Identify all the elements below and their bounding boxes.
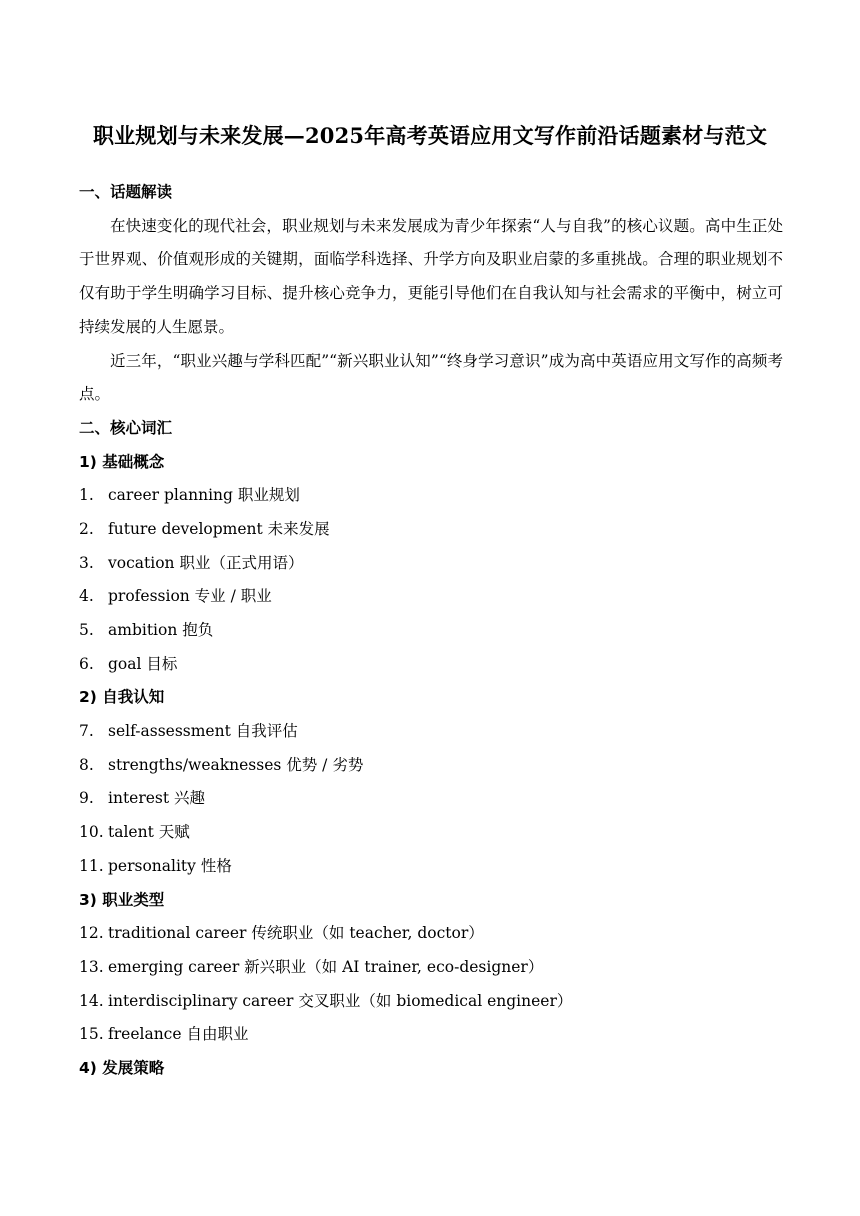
document-body (79, 176, 783, 1086)
list-item-number: 4. (79, 587, 94, 606)
list-item-number: 7. (79, 722, 94, 741)
list-item (79, 850, 783, 884)
list-item (79, 479, 783, 513)
document-title: 职业规划与未来发展—2025年高考英语应用文写作前沿话题素材与范文 (92, 123, 768, 148)
list-item-number: 14. (79, 991, 104, 1010)
list-item-number: 13. (79, 957, 104, 976)
list-item-text: profession 专业 / 职业 (108, 587, 272, 606)
list-item-number: 15. (79, 1025, 104, 1044)
list-item-text: vocation 职业（正式用语） (108, 553, 304, 572)
list-item (79, 614, 783, 648)
list-item (79, 816, 783, 850)
subsection-heading-career-types: 3) 职业类型 (79, 890, 165, 909)
subsection-heading-self-awareness: 2) 自我认知 (79, 688, 165, 707)
section-heading-core-vocabulary: 二、核心词汇 (79, 418, 173, 437)
list-item-text: future development 未来发展 (108, 519, 330, 538)
list-item (79, 648, 783, 682)
list-item (79, 513, 783, 547)
list-item-number: 11. (79, 856, 104, 875)
list-item-number: 9. (79, 789, 94, 808)
list-item-text: talent 天赋 (108, 823, 190, 842)
list-item (79, 715, 783, 749)
list-item-text: interest 兴趣 (108, 789, 206, 808)
list-item-text: strengths/weaknesses 优势 / 劣势 (108, 755, 364, 774)
list-item (79, 782, 783, 816)
list-item-number: 1. (79, 486, 94, 505)
subsection-heading-development-strategies: 4) 发展策略 (79, 1058, 165, 1077)
list-item-text: traditional career 传统职业（如 teacher, doctor） (108, 924, 484, 943)
list-item (79, 547, 783, 581)
list-item-number: 3. (79, 553, 94, 572)
list-item (79, 917, 783, 951)
list-item (79, 1018, 783, 1052)
list-item (79, 580, 783, 614)
list-item-text: freelance 自由职业 (108, 1025, 249, 1044)
list-item-text: career planning 职业规划 (108, 486, 300, 505)
list-item-text: ambition 抱负 (108, 621, 214, 640)
list-item-number: 10. (79, 823, 104, 842)
list-item-text: interdisciplinary career 交叉职业（如 biomedical engineer） (108, 991, 573, 1010)
list-item-number: 12. (79, 924, 104, 943)
list-item (79, 985, 783, 1019)
list-item (79, 749, 783, 783)
subsection-heading-basic-concepts: 1) 基础概念 (79, 452, 165, 471)
list-item-number: 8. (79, 755, 94, 774)
list-item (79, 951, 783, 985)
list-item-text: emerging career 新兴职业（如 AI trainer, eco-designer） (108, 957, 544, 976)
list-item-text: goal 目标 (108, 654, 178, 673)
list-item-text: personality 性格 (108, 856, 232, 875)
section-heading-topic-interpretation: 一、话题解读 (79, 183, 173, 201)
paragraph: 在快速变化的现代社会，职业规划与未来发展成为青少年探索“人与自我”的核心议题。高中生正处于世界观、价值观形成的关键期，面临学科选择、升学方向及职业启蒙的多重挑战。合理的职业规划不仅有助于学生明确学习目标、提升核心竞争力，更能引导他们在自我认知与社会需求的平衡中，树立可持续发展的人生愿景。 (79, 216, 783, 336)
list-item-number: 2. (79, 519, 94, 538)
list-item-number: 5. (79, 621, 94, 640)
list-item-number: 6. (79, 654, 94, 673)
list-item-text: self-assessment 自我评估 (108, 722, 298, 741)
paragraph: 近三年，“职业兴趣与学科匹配”“新兴职业认知”“终身学习意识”成为高中英语应用文写作的高频考点。 (79, 351, 783, 404)
